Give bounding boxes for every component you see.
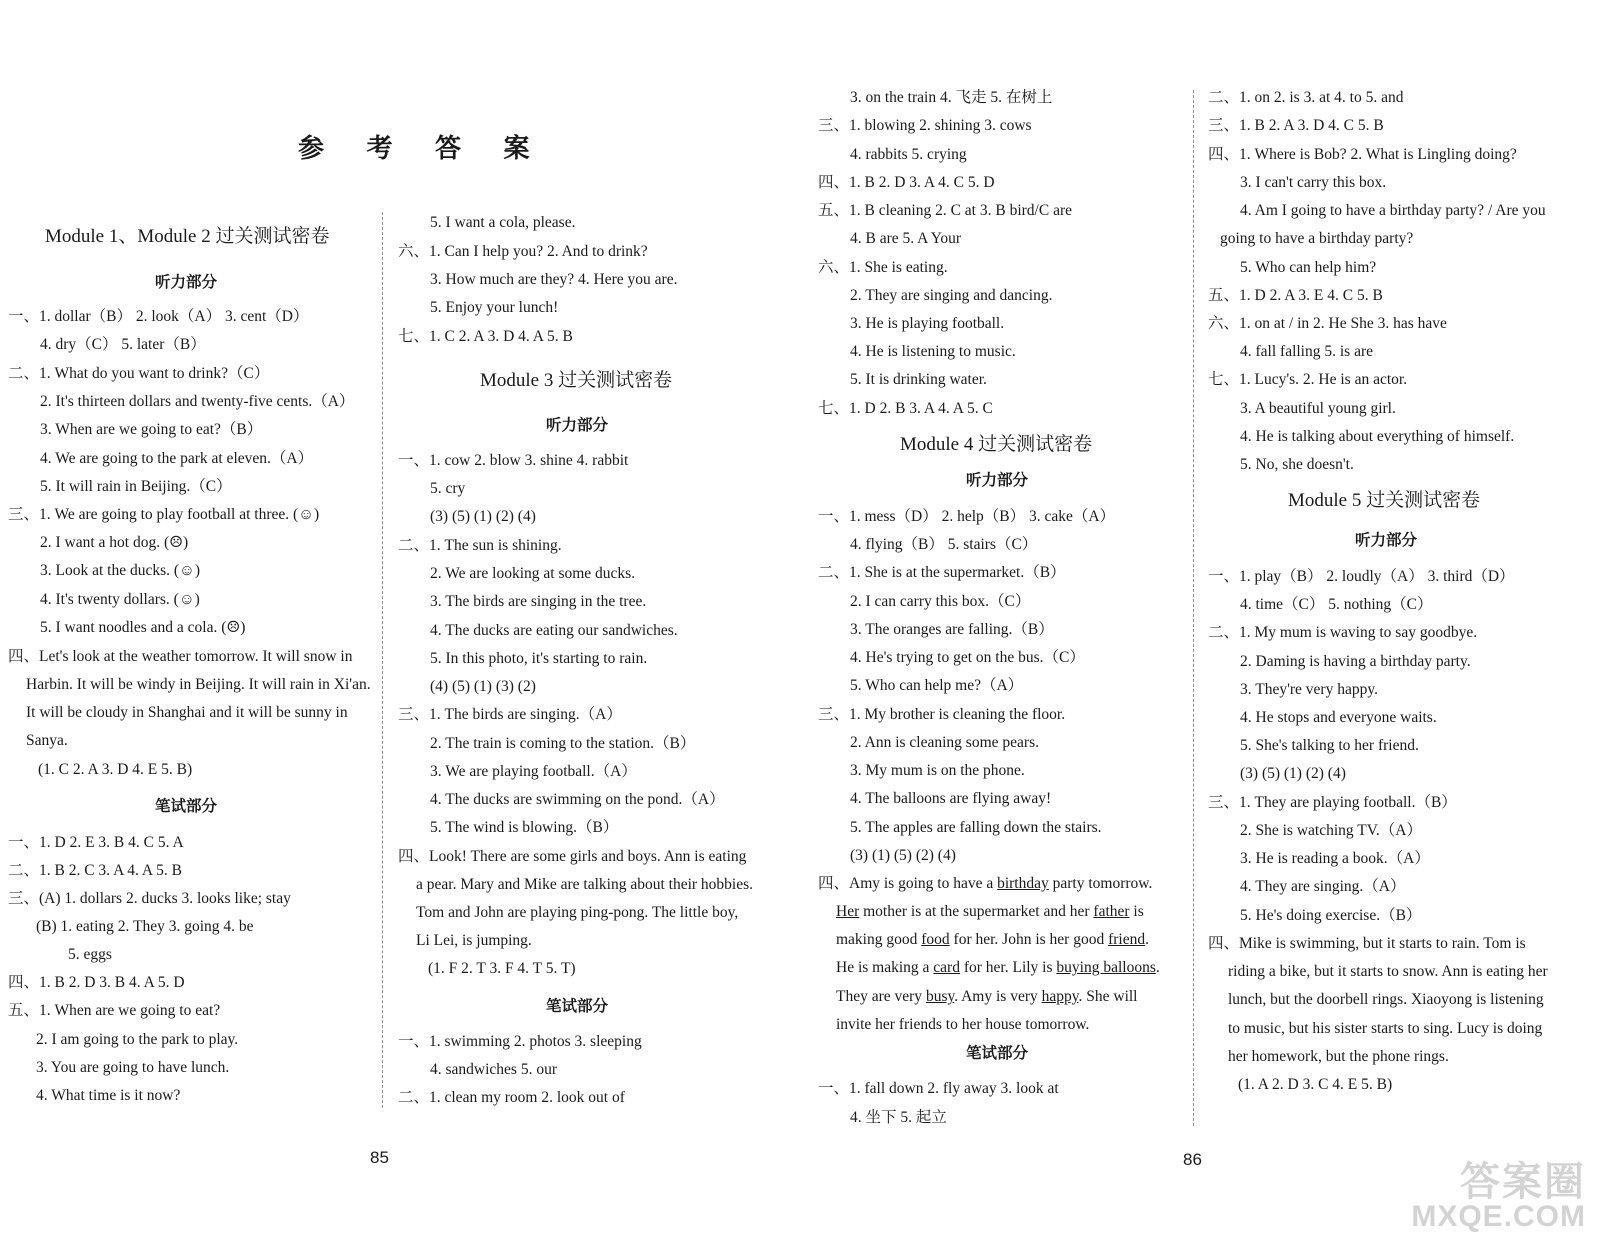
answer-line: 5. The apples are falling down the stairs. [850, 819, 1102, 836]
answer-line: 3. I can't carry this box. [1240, 174, 1387, 191]
answer-title: 参 考 答 案 [298, 134, 548, 163]
answer-line: 5. The wind is blowing.（B） [430, 819, 619, 836]
passage-text: 四、Amy is going to have a [818, 875, 998, 892]
answer-line: 七、1. D 2. B 3. A 4. A 5. C [818, 400, 993, 417]
answer-line: to music, but his sister starts to sing. Lucy is doing [1228, 1020, 1543, 1037]
answer-line: 2. They are singing and dancing. [850, 287, 1053, 304]
subsection-heading: 听力部分 [966, 472, 1029, 489]
passage-text: . [1145, 931, 1149, 948]
answer-line: 5. It is drinking water. [850, 371, 987, 388]
answer-line: 一、1. swimming 2. photos 3. sleeping [398, 1033, 642, 1050]
answer-line: 4. They are singing.（A） [1240, 878, 1406, 895]
subsection-heading: 笔试部分 [155, 798, 218, 815]
answer-line: Harbin. It will be windy in Beijing. It will rain in Xi'an. [26, 676, 371, 693]
passage-text: for her. Lily is [959, 959, 1057, 976]
answer-line: 一、1. dollar（B） 2. look（A） 3. cent（D） [8, 308, 309, 325]
answer-blank-word: busy [925, 988, 955, 1005]
answer-line: 4. Am I going to have a birthday party? / Are you [1240, 202, 1546, 219]
answer-line: 二、1. on 2. is 3. at 4. to 5. and [1208, 89, 1404, 106]
answer-line: It will be cloudy in Shanghai and it will be sunny in [26, 704, 348, 721]
page-number-right: 86 [1183, 1150, 1202, 1169]
answer-line: 2. Daming is having a birthday party. [1240, 653, 1471, 670]
answer-line: 四、Mike is swimming, but it starts to rain. Tom is [1208, 935, 1526, 952]
answer-line: 4. He's trying to get on the bus.（C） [850, 649, 1085, 666]
answer-line: 四、1. B 2. D 3. A 4. C 5. D [818, 174, 995, 191]
answer-line: (3) (1) (5) (2) (4) [850, 847, 956, 864]
passage-text: He is making a [836, 959, 934, 976]
answer-line: 二、1. B 2. C 3. A 4. A 5. B [8, 862, 182, 879]
answer-line: 5. I want a cola, please. [430, 214, 576, 231]
answer-line: Li Lei, is jumping. [416, 932, 532, 949]
answer-line: 七、1. Lucy's. 2. He is an actor. [1208, 371, 1408, 388]
answer-line: 二、1. She is at the supermarket.（B） [818, 564, 1066, 581]
answer-line: (3) (5) (1) (2) (4) [1240, 765, 1346, 782]
answer-line: Tom and John are playing ping-pong. The little boy, [416, 904, 739, 921]
answer-blank-word: friend [1108, 931, 1146, 948]
answer-line: 5. eggs [68, 946, 112, 963]
answer-blank-word: food [921, 931, 950, 948]
subsection-heading: 笔试部分 [966, 1045, 1029, 1062]
answer-line: 3. The oranges are falling.（B） [850, 621, 1054, 638]
answer-line: 5. She's talking to her friend. [1240, 737, 1419, 754]
answer-line: 4. time（C） 5. nothing（C） [1240, 596, 1433, 613]
column-divider-right [1193, 90, 1194, 1126]
answer-line: 5. No, she doesn't. [1240, 456, 1354, 473]
answer-line: 五、1. D 2. A 3. E 4. C 5. B [1208, 287, 1383, 304]
passage-text: is [1129, 903, 1144, 920]
answer-line: 2. It's thirteen dollars and twenty-five cents.（A） [40, 393, 355, 410]
answer-blank-word: birthday [997, 875, 1049, 892]
answer-line: 3. We are playing football.（A） [430, 763, 637, 780]
passage-text: They are very [836, 988, 926, 1005]
answer-line: Sanya. [26, 732, 68, 749]
answer-line: 3. The birds are singing in the tree. [430, 593, 647, 610]
section-heading: Module 4 过关测试密卷 [900, 434, 1093, 455]
answer-line: 六、1. She is eating. [818, 259, 948, 276]
answer-line: 2. I want a hot dog. (☹) [40, 534, 189, 551]
answer-line: 一、1. play（B） 2. loudly（A） 3. third（D） [1208, 568, 1515, 585]
answer-line: 4. fall falling 5. is are [1240, 343, 1373, 360]
answer-line: 4. The ducks are swimming on the pond.（A） [430, 791, 725, 808]
answer-line: 一、1. cow 2. blow 3. shine 4. rabbit [398, 452, 629, 469]
answer-line: 2. The train is coming to the station.（B） [430, 735, 696, 752]
answer-line: her homework, but the phone rings. [1228, 1048, 1449, 1065]
section-heading: Module 3 过关测试密卷 [480, 370, 673, 391]
answer-line: 三、1. We are going to play football at three. (☺) [8, 506, 320, 523]
answer-line: 四、1. B 2. D 3. B 4. A 5. D [8, 974, 185, 991]
answer-line: 三、1. The birds are singing.（A） [398, 706, 622, 723]
answer-line: riding a bike, but it starts to snow. Ann is eating her [1228, 963, 1548, 980]
answer-line: 一、1. mess（D） 2. help（B） 3. cake（A） [818, 508, 1116, 525]
answer-line: 3. They're very happy. [1240, 681, 1378, 698]
answer-line: a pear. Mary and Mike are talking about their hobbies. [416, 876, 754, 893]
answer-line: invite her friends to her house tomorrow. [836, 1016, 1090, 1033]
answer-line: 2. We are looking at some ducks. [430, 565, 636, 582]
answer-line: (B) 1. eating 2. They 3. going 4. be [36, 918, 254, 935]
answer-line: 三、1. B 2. A 3. D 4. C 5. B [1208, 117, 1384, 134]
answer-line [818, 874, 1152, 894]
passage-text: making good [836, 931, 922, 948]
answer-line: 2. She is watching TV.（A） [1240, 822, 1422, 839]
answer-line: 3. How much are they? 4. Here you are. [430, 271, 678, 288]
answer-line: 4. flying（B） 5. stairs（C） [850, 536, 1038, 553]
answer-line: 七、1. C 2. A 3. D 4. A 5. B [398, 328, 573, 345]
answer-line: 4. It's twenty dollars. (☺) [40, 591, 200, 608]
answer-line: (3) (5) (1) (2) (4) [430, 508, 536, 525]
answer-line: going to have a birthday party? [1220, 230, 1414, 247]
answer-line: 三、1. My brother is cleaning the floor. [818, 706, 1066, 723]
answer-line: 一、1. fall down 2. fly away 3. look at [818, 1080, 1059, 1097]
answer-line [836, 902, 1144, 922]
column-divider-left [382, 212, 383, 1108]
answer-line: 3. on the train 4. 飞走 5. 在树上 [850, 89, 1053, 106]
answer-line: 五、1. When are we going to eat? [8, 1002, 221, 1019]
answer-line: (1. F 2. T 3. F 4. T 5. T) [428, 960, 576, 977]
answer-line: 4. He stops and everyone waits. [1240, 709, 1437, 726]
answer-line: 2. Ann is cleaning some pears. [850, 734, 1039, 751]
answer-line: 四、Let's look at the weather tomorrow. It will snow in [8, 648, 353, 665]
answer-line: 4. He is listening to music. [850, 343, 1016, 360]
answer-line: 六、1. on at / in 2. He She 3. has have [1208, 315, 1447, 332]
answer-line: 三、1. They are playing football.（B） [1208, 794, 1457, 811]
answer-line: (1. C 2. A 3. D 4. E 5. B) [38, 761, 193, 778]
passage-text: . [1155, 959, 1160, 976]
answer-line: 4. 坐下 5. 起立 [850, 1109, 947, 1126]
page-number-left: 85 [370, 1148, 389, 1167]
answer-line: 一、1. D 2. E 3. B 4. C 5. A [8, 834, 184, 851]
answer-line: 4. What time is it now? [36, 1087, 181, 1104]
answer-line: lunch, but the doorbell rings. Xiaoyong is listening [1228, 991, 1544, 1008]
answer-blank-word: father [1093, 903, 1130, 920]
answer-line: 4. The ducks are eating our sandwiches. [430, 622, 678, 639]
answer-blank-word: buying balloons [1056, 959, 1156, 976]
answer-line: 二、1. The sun is shining. [398, 537, 562, 554]
subsection-heading: 听力部分 [1355, 532, 1418, 549]
answer-blank-word: happy [1041, 988, 1079, 1005]
passage-text: . Amy is very [954, 988, 1042, 1005]
answer-line: 二、1. My mum is waving to say goodbye. [1208, 624, 1478, 641]
answer-line: 5. Who can help me?（A） [850, 677, 1024, 694]
answer-line [836, 930, 1149, 950]
answer-line: 3. He is playing football. [850, 315, 1005, 332]
answer-line: (1. A 2. D 3. C 4. E 5. B) [1238, 1076, 1393, 1093]
answer-line: 3. My mum is on the phone. [850, 762, 1025, 779]
answer-line: 3. A beautiful young girl. [1240, 400, 1396, 417]
answer-line: 5. It will rain in Beijing.（C） [40, 478, 232, 495]
answer-line: 4. B are 5. A Your [850, 230, 962, 247]
answer-line: 三、1. blowing 2. shining 3. cows [818, 117, 1032, 134]
answer-line: 六、1. Can I help you? 2. And to drink? [398, 243, 648, 260]
answer-line: 2. I can carry this box.（C） [850, 593, 1031, 610]
subsection-heading: 听力部分 [546, 417, 609, 434]
answer-line: 3. When are we going to eat?（B） [40, 421, 263, 438]
answer-line: 5. Who can help him? [1240, 259, 1377, 276]
answer-line: 4. The balloons are flying away! [850, 790, 1052, 807]
answer-line: 4. rabbits 5. crying [850, 146, 967, 163]
answer-line: 4. We are going to the park at eleven.（A） [40, 450, 314, 467]
answer-line: 3. He is reading a book.（A） [1240, 850, 1430, 867]
answer-line: 4. He is talking about everything of himself. [1240, 428, 1515, 445]
section-heading: Module 1、Module 2 过关测试密卷 [45, 226, 330, 247]
answer-line: 5. He's doing exercise.（B） [1240, 907, 1422, 924]
answer-line: 4. sandwiches 5. our [430, 1061, 557, 1078]
subsection-heading: 笔试部分 [546, 998, 609, 1015]
watermark [1411, 1162, 1586, 1232]
answer-line: 五、1. B cleaning 2. C at 3. B bird/C are [818, 202, 1072, 219]
answer-blank-word: Her [836, 903, 860, 920]
answer-line: 5. I want noodles and a cola. (☹) [40, 619, 246, 636]
answer-line: 二、1. clean my room 2. look out of [398, 1089, 625, 1106]
passage-text: party tomorrow. [1048, 875, 1153, 892]
section-heading: Module 5 过关测试密卷 [1288, 490, 1481, 511]
answer-line [836, 987, 1138, 1007]
watermark-line-1: 答案圈 [1460, 1160, 1586, 1204]
passage-text: . She will [1078, 988, 1138, 1005]
answer-line: 5. cry [430, 480, 466, 497]
passage-text: mother is at the supermarket and her [859, 903, 1094, 920]
answer-line: 5. Enjoy your lunch! [430, 299, 559, 316]
answer-line: 5. In this photo, it's starting to rain. [430, 650, 648, 667]
answer-line: 三、(A) 1. dollars 2. ducks 3. looks like; stay [8, 890, 291, 907]
watermark-line-2: MXQE.COM [1411, 1200, 1586, 1233]
passage-text: for her. John is her good [949, 931, 1109, 948]
answer-line [836, 958, 1160, 978]
answer-line: (4) (5) (1) (3) (2) [430, 678, 536, 695]
answer-line: 3. Look at the ducks. (☺) [40, 562, 201, 579]
answer-line: 3. You are going to have lunch. [36, 1059, 230, 1076]
answer-line: 4. dry（C） 5. later（B） [40, 336, 206, 353]
answer-line: 四、1. Where is Bob? 2. What is Lingling doing? [1208, 146, 1517, 163]
answer-line: 四、Look! There are some girls and boys. Ann is eating [398, 848, 747, 865]
subsection-heading: 听力部分 [155, 274, 218, 291]
answer-line: 二、1. What do you want to drink?（C） [8, 365, 270, 382]
answer-blank-word: card [933, 959, 960, 976]
answer-line: 2. I am going to the park to play. [36, 1031, 239, 1048]
